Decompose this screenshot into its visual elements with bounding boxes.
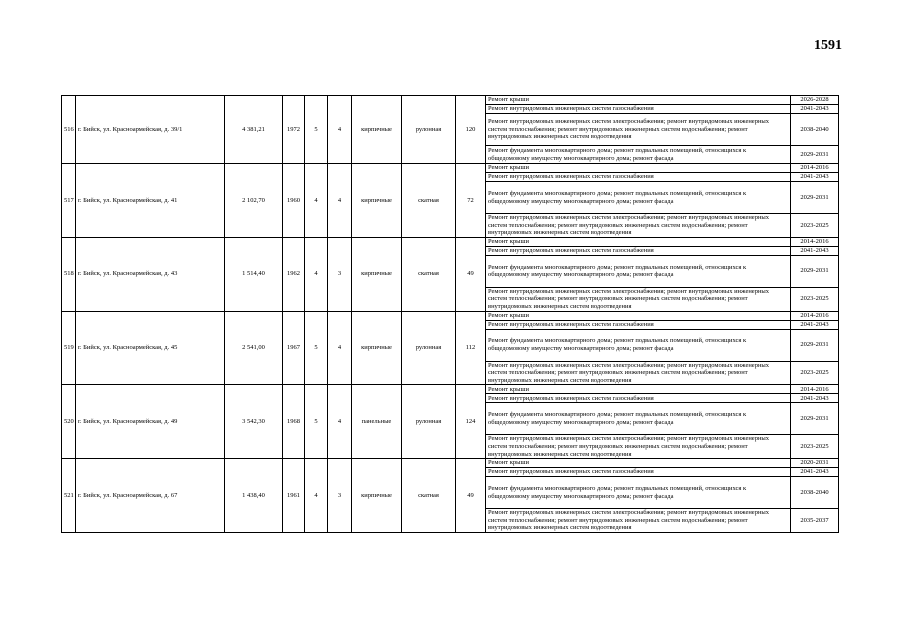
work-period: 2029-2031 [791, 403, 839, 435]
work-description: Ремонт внутридомовых инженерных систем газоснабжения [486, 320, 791, 329]
house-walls: кирпичные [352, 237, 402, 311]
house-year: 1968 [283, 385, 305, 459]
work-period: 2023-2025 [791, 435, 839, 459]
work-period: 2023-2025 [791, 361, 839, 385]
house-number: 516 [62, 96, 76, 164]
work-description: Ремонт фундамента многоквартирного дома; ремонт подвальных помещений, относящихся к общедомовому имуществу многоквартирного дома; ремонт фасада [486, 477, 791, 509]
house-entrances: 4 [328, 385, 352, 459]
house-walls: панельные [352, 385, 402, 459]
house-number: 519 [62, 311, 76, 385]
house-roof: скатная [402, 459, 456, 533]
house-roof: рулонная [402, 96, 456, 164]
work-period: 2026-2028 [791, 96, 839, 105]
work-period: 2038-2040 [791, 477, 839, 509]
work-description: Ремонт крыши [486, 237, 791, 246]
work-description: Ремонт крыши [486, 459, 791, 468]
work-description: Ремонт крыши [486, 311, 791, 320]
table-row [62, 459, 839, 468]
work-description: Ремонт внутридомовых инженерных систем электроснабжения; ремонт внутридомовых инженерных систем теплоснабжения; ремонт внутридомовых инженерных систем водоснабжения; ремонт внутридомовых инженерных систем водоотведения [486, 361, 791, 385]
work-description: Ремонт внутридомовых инженерных систем электроснабжения; ремонт внутридомовых инженерных систем теплоснабжения; ремонт внутридомовых инженерных систем водоснабжения; ремонт внутридомовых инженерных систем водоотведения [486, 509, 791, 533]
table-row [62, 96, 839, 105]
work-description: Ремонт внутридомовых инженерных систем электроснабжения; ремонт внутридомовых инженерных систем теплоснабжения; ремонт внутридомовых инженерных систем водоснабжения; ремонт внутридомовых инженерных систем водоотведения [486, 287, 791, 311]
work-description: Ремонт внутридомовых инженерных систем газоснабжения [486, 105, 791, 114]
house-apartments: 120 [456, 96, 486, 164]
work-period: 2035-2037 [791, 509, 839, 533]
work-period: 2041-2043 [791, 105, 839, 114]
work-description: Ремонт фундамента многоквартирного дома; ремонт подвальных помещений, относящихся к общедомовому имуществу многоквартирного дома; ремонт фасада [486, 255, 791, 287]
house-address: г. Бийск, ул. Красноармейская, д. 43 [76, 237, 225, 311]
work-period: 2020-2031 [791, 459, 839, 468]
house-apartments: 49 [456, 237, 486, 311]
repair-schedule-table [61, 95, 839, 533]
house-floors: 5 [305, 385, 328, 459]
house-apartments: 72 [456, 164, 486, 238]
house-area: 1 438,40 [225, 459, 283, 533]
house-number: 517 [62, 164, 76, 238]
house-floors: 4 [305, 164, 328, 238]
table-row [62, 311, 839, 320]
work-description: Ремонт фундамента многоквартирного дома; ремонт подвальных помещений, относящихся к общедомовому имуществу многоквартирного дома; ремонт фасада [486, 182, 791, 214]
house-address: г. Бийск, ул. Красноармейская, д. 49 [76, 385, 225, 459]
work-description: Ремонт крыши [486, 385, 791, 394]
house-address: г. Бийск, ул. Красноармейская, д. 45 [76, 311, 225, 385]
work-period: 2041-2043 [791, 320, 839, 329]
work-period: 2041-2043 [791, 394, 839, 403]
work-period: 2014-2016 [791, 164, 839, 173]
work-description: Ремонт фундамента многоквартирного дома; ремонт подвальных помещений, относящихся к общедомовому имуществу многоквартирного дома; ремонт фасада [486, 329, 791, 361]
page-number: 1591 [814, 38, 842, 53]
house-entrances: 3 [328, 459, 352, 533]
work-description: Ремонт внутридомовых инженерных систем газоснабжения [486, 394, 791, 403]
work-description: Ремонт внутридомовых инженерных систем электроснабжения; ремонт внутридомовых инженерных систем теплоснабжения; ремонт внутридомовых инженерных систем водоснабжения; ремонт внутридомовых инженерных систем водоотведения [486, 435, 791, 459]
work-period: 2014-2016 [791, 311, 839, 320]
house-year: 1962 [283, 237, 305, 311]
house-area: 3 542,30 [225, 385, 283, 459]
work-description: Ремонт фундамента многоквартирного дома; ремонт подвальных помещений, относящихся к общедомовому имуществу многоквартирного дома; ремонт фасада [486, 403, 791, 435]
house-year: 1972 [283, 96, 305, 164]
house-apartments: 49 [456, 459, 486, 533]
work-description: Ремонт внутридомовых инженерных систем газоснабжения [486, 246, 791, 255]
work-description: Ремонт внутридомовых инженерных систем газоснабжения [486, 468, 791, 477]
house-entrances: 4 [328, 164, 352, 238]
house-address: г. Бийск, ул. Красноармейская, д. 67 [76, 459, 225, 533]
house-number: 518 [62, 237, 76, 311]
house-entrances: 3 [328, 237, 352, 311]
house-floors: 4 [305, 459, 328, 533]
work-period: 2038-2040 [791, 114, 839, 146]
work-period: 2041-2043 [791, 246, 839, 255]
house-roof: рулонная [402, 311, 456, 385]
work-description: Ремонт внутридомовых инженерных систем газоснабжения [486, 173, 791, 182]
house-roof: скатная [402, 237, 456, 311]
house-area: 2 102,70 [225, 164, 283, 238]
work-description: Ремонт внутридомовых инженерных систем электроснабжения; ремонт внутридомовых инженерных систем теплоснабжения; ремонт внутридомовых инженерных систем водоснабжения; ремонт внутридомовых инженерных систем водоотведения [486, 114, 791, 146]
house-area: 4 381,21 [225, 96, 283, 164]
work-period: 2023-2025 [791, 287, 839, 311]
house-floors: 5 [305, 311, 328, 385]
work-description: Ремонт крыши [486, 164, 791, 173]
work-description: Ремонт внутридомовых инженерных систем электроснабжения; ремонт внутридомовых инженерных систем теплоснабжения; ремонт внутридомовых инженерных систем водоснабжения; ремонт внутридомовых инженерных систем водоотведения [486, 214, 791, 238]
house-walls: кирпичные [352, 459, 402, 533]
house-number: 520 [62, 385, 76, 459]
work-description: Ремонт фундамента многоквартирного дома; ремонт подвальных помещений, относящихся к общедомовому имуществу многоквартирного дома; ремонт фасада [486, 146, 791, 164]
work-period: 2023-2025 [791, 214, 839, 238]
house-year: 1961 [283, 459, 305, 533]
house-year: 1967 [283, 311, 305, 385]
work-period: 2014-2016 [791, 385, 839, 394]
work-period: 2029-2031 [791, 146, 839, 164]
house-number: 521 [62, 459, 76, 533]
house-area: 1 514,40 [225, 237, 283, 311]
work-period: 2014-2016 [791, 237, 839, 246]
work-period: 2029-2031 [791, 255, 839, 287]
work-period: 2041-2043 [791, 468, 839, 477]
house-address: г. Бийск, ул. Красноармейская, д. 41 [76, 164, 225, 238]
house-floors: 4 [305, 237, 328, 311]
house-entrances: 4 [328, 311, 352, 385]
table-row [62, 164, 839, 173]
house-walls: кирпичные [352, 311, 402, 385]
work-period: 2029-2031 [791, 182, 839, 214]
house-year: 1960 [283, 164, 305, 238]
house-entrances: 4 [328, 96, 352, 164]
table-row [62, 237, 839, 246]
registry-body [62, 96, 839, 533]
work-period: 2041-2043 [791, 173, 839, 182]
house-walls: кирпичные [352, 96, 402, 164]
house-address: г. Бийск, ул. Красноармейская, д. 39/1 [76, 96, 225, 164]
house-walls: кирпичные [352, 164, 402, 238]
work-description: Ремонт крыши [486, 96, 791, 105]
table-row [62, 385, 839, 394]
house-apartments: 112 [456, 311, 486, 385]
house-floors: 5 [305, 96, 328, 164]
house-area: 2 541,00 [225, 311, 283, 385]
work-period: 2029-2031 [791, 329, 839, 361]
house-apartments: 124 [456, 385, 486, 459]
house-roof: рулонная [402, 385, 456, 459]
house-roof: скатная [402, 164, 456, 238]
